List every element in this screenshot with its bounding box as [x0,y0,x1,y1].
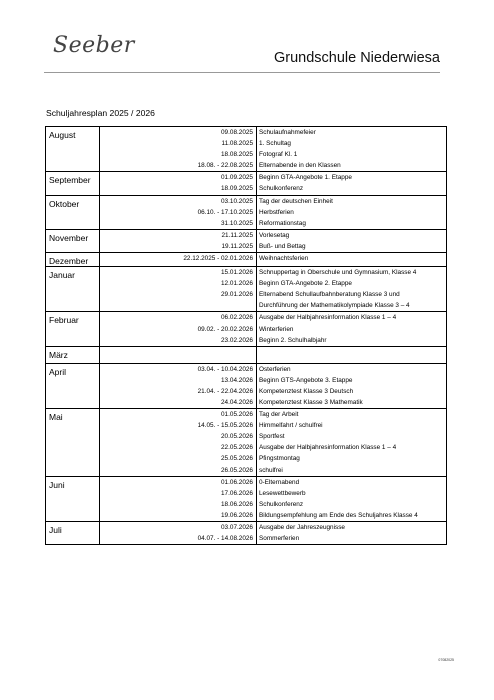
entry-date: 14.05. - 15.05.2026 [100,420,257,431]
month-label: November [46,229,100,252]
month-label: Mai [46,409,100,477]
schedule-row [46,241,447,253]
entry-date: 23.02.2026 [100,335,257,347]
schedule-row [46,312,447,324]
entry-event: Ausgabe der Halbjahresinformation Klasse 1 – 4 [257,442,447,453]
entry-date: 03.07.2026 [100,522,257,534]
entry-event: Ausgabe der Halbjahresinformation Klasse 1 – 4 [257,312,447,324]
entry-event: Kompetenztest Klasse 3 Mathematik [257,397,447,409]
month-label: Oktober [46,195,100,229]
schedule-row [46,409,447,421]
entry-event: Durchführung der Mathematikolympiade Klasse 3 – 4 [257,300,447,312]
schedule-row [46,363,447,375]
schedule-row [46,420,447,431]
entry-event: Tag der deutschen Einheit [257,195,447,207]
schedule-row [46,397,447,409]
entry-date: 19.11.2025 [100,241,257,253]
schedule-row [46,195,447,207]
page-title: Schuljahresplan 2025 / 2026 [46,108,155,118]
schedule-row [46,127,447,139]
schedule-row [46,160,447,172]
schedule-row [46,267,447,279]
entry-date [100,346,257,363]
entry-date: 21.04. - 22.04.2026 [100,386,257,397]
month-label: Januar [46,267,100,312]
entry-date: 01.06.2026 [100,476,257,488]
entry-date: 24.04.2026 [100,397,257,409]
entry-event: Weihnachtsferien [257,253,447,267]
entry-event: Schulkonferenz [257,183,447,195]
entry-date: 01.09.2025 [100,172,257,184]
entry-event: Schulaufnahmefeier [257,127,447,139]
schedule-row [46,138,447,149]
entry-date: 18.08. - 22.08.2025 [100,160,257,172]
entry-event: Beginn GTS-Angebote 3. Etappe [257,375,447,386]
entry-date: 12.01.2026 [100,278,257,289]
schedule-row [46,324,447,335]
schedule-row [46,386,447,397]
schedule-row [46,289,447,300]
schedule-row [46,278,447,289]
entry-date: 20.05.2026 [100,431,257,442]
entry-date: 06.02.2026 [100,312,257,324]
schedule-row [46,453,447,464]
entry-date: 29.01.2026 [100,289,257,300]
schedule-row [46,442,447,453]
entry-event: Reformationstag [257,218,447,230]
entry-event: 0-Elternabend [257,476,447,488]
month-label: September [46,172,100,195]
entry-event: Elternabend Schullaufbahnberatung Klasse 3 und [257,289,447,300]
schedule-row [46,172,447,184]
entry-event: Sportfest [257,431,447,442]
entry-date: 09.08.2025 [100,127,257,139]
entry-date [100,300,257,312]
entry-event: Herbstferien [257,207,447,218]
entry-event: Beginn 2. Schulhalbjahr [257,335,447,347]
month-label: April [46,363,100,408]
entry-date: 31.10.2025 [100,218,257,230]
entry-date: 19.06.2026 [100,510,257,522]
schedule-row [46,375,447,386]
entry-date: 22.12.2025 - 02.01.2026 [100,253,257,267]
entry-date: 03.10.2025 [100,195,257,207]
entry-date: 25.05.2026 [100,453,257,464]
entry-date: 26.05.2026 [100,465,257,477]
entry-date: 21.11.2025 [100,229,257,241]
month-label: Dezember [46,253,100,267]
entry-event: Bildungsempfehlung am Ende des Schuljahres Klasse 4 [257,510,447,522]
entry-date: 22.05.2026 [100,442,257,453]
schedule-row [46,465,447,477]
entry-date: 18.09.2025 [100,183,257,195]
schedule-row [46,499,447,510]
entry-event: schulfrei [257,465,447,477]
entry-date: 11.08.2025 [100,138,257,149]
entry-event: Osterferien [257,363,447,375]
schedule-row [46,207,447,218]
entry-date: 01.05.2026 [100,409,257,421]
schedule-row [46,229,447,241]
entry-date: 15.01.2026 [100,267,257,279]
entry-event: Pfingstmontag [257,453,447,464]
schedule-row [46,431,447,442]
entry-event: Fotograf Kl. 1 [257,149,447,160]
entry-event: 1. Schultag [257,138,447,149]
entry-date: 06.10. - 17.10.2025 [100,207,257,218]
header-divider [44,72,440,73]
schedule-row [46,476,447,488]
schedule-row [46,183,447,195]
entry-date: 09.02. - 20.02.2026 [100,324,257,335]
schedule-row [46,522,447,534]
schedule-row [46,218,447,230]
schedule-row [46,533,447,545]
entry-date: 18.08.2025 [100,149,257,160]
school-name: Grundschule Niederwiesa [273,50,440,66]
schedule-row [46,335,447,347]
schedule-row [46,253,447,267]
entry-event: Tag der Arbeit [257,409,447,421]
entry-event: Schnuppertag in Oberschule und Gymnasium, Klasse 4 [257,267,447,279]
footer-code: 07082025 [438,658,454,662]
schedule-row [46,346,447,363]
entry-date: 04.07. - 14.08.2026 [100,533,257,545]
entry-event: Ausgabe der Jahreszeugnisse [257,522,447,534]
month-label: März [46,346,100,363]
month-label: Juli [46,522,100,545]
entry-event: Buß- und Bettag [257,241,447,253]
schedule-row [46,488,447,499]
month-label: August [46,127,100,172]
schedule-row [46,149,447,160]
entry-event: Vorlesetag [257,229,447,241]
entry-event: Kompetenztest Klasse 3 Deutsch [257,386,447,397]
entry-event: Schulkonferenz [257,499,447,510]
month-label: Juni [46,476,100,521]
entry-event: Sommerferien [257,533,447,545]
schedule-row [46,510,447,522]
schedule-table [45,126,447,545]
entry-event: Elternabende in den Klassen [257,160,447,172]
seeber-logo: Seeber [53,33,135,58]
schedule-row [46,300,447,312]
entry-event: Beginn GTA-Angebote 2. Etappe [257,278,447,289]
entry-date: 18.06.2026 [100,499,257,510]
entry-date: 17.06.2026 [100,488,257,499]
entry-date: 03.04. - 10.04.2026 [100,363,257,375]
entry-date: 13.04.2026 [100,375,257,386]
entry-event: Beginn GTA-Angebote 1. Etappe [257,172,447,184]
entry-event: Himmelfahrt / schulfrei [257,420,447,431]
month-label: Februar [46,312,100,346]
entry-event: Winterferien [257,324,447,335]
entry-event: Lesewettbewerb [257,488,447,499]
entry-event [257,346,447,363]
